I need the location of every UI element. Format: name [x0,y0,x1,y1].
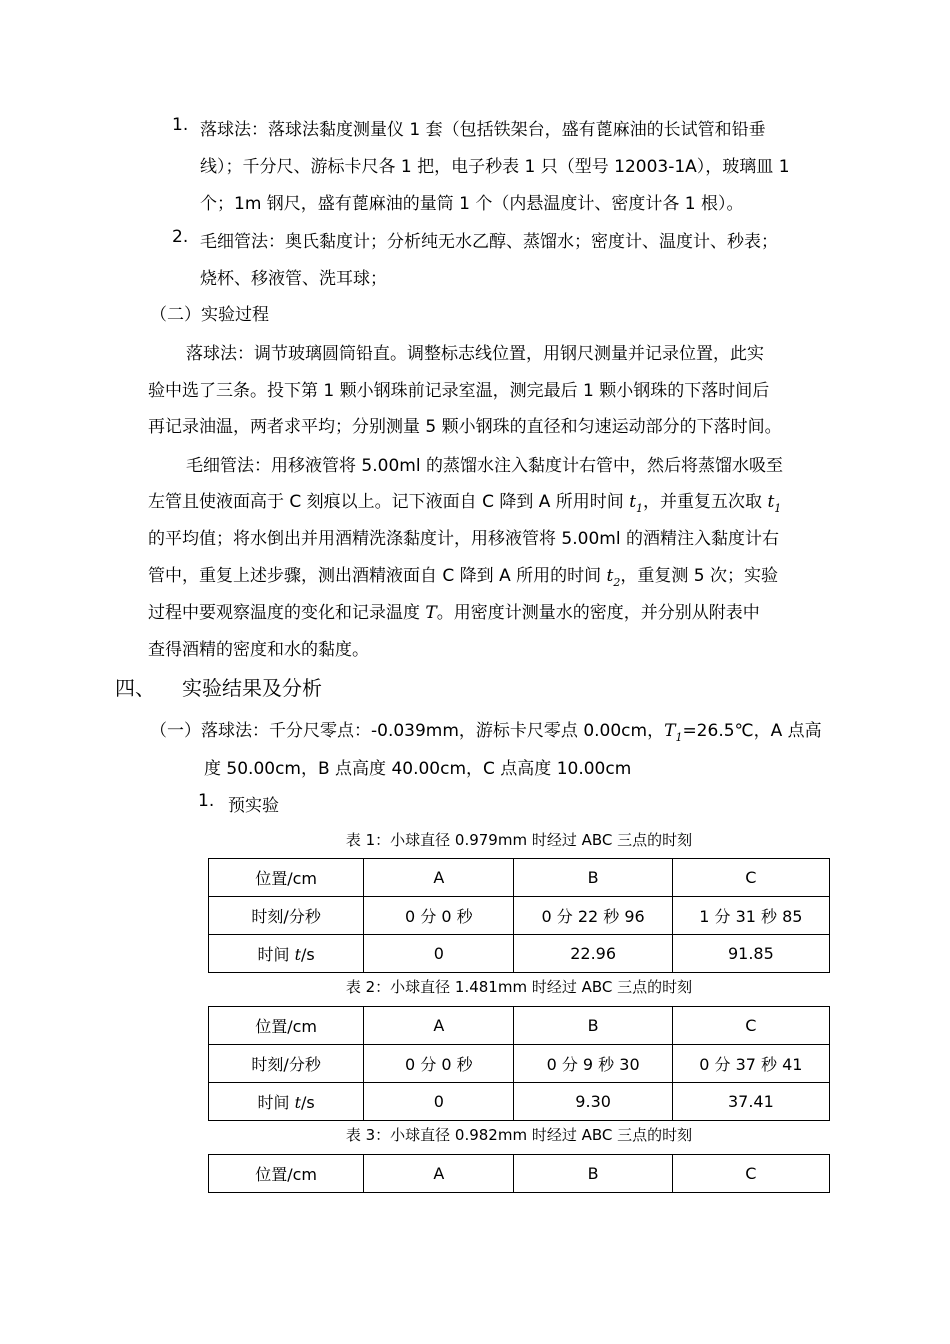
list-item-1-line-1: 落球法：落球法黏度测量仪 1 套（包括铁架台，盛有蓖麻油的长试管和铅垂 [200,120,766,140]
table-cell: 0 分 37 秒 41 [672,1045,829,1083]
table-cell: A [364,1155,514,1193]
falling-params-line-2: 度 50.00cm，B 点高度 40.00cm，C 点高度 10.00cm [204,759,632,779]
list-item-2-line-2: 烧杯、移液管、洗耳球； [200,269,387,289]
section-4-title: 实验结果及分析 [182,676,322,700]
table-cell: 91.85 [672,935,829,973]
table-cell: 位置/cm [209,1007,364,1045]
table-row [209,1083,830,1121]
table-row [209,859,830,897]
table-3-caption: 表 3：小球直径 0.982mm 时经过 ABC 三点的时刻 [345,1126,693,1144]
table-cell: 位置/cm [209,859,364,897]
process-p2-line-1: 毛细管法：用移液管将 5.00ml 的蒸馏水注入黏度计右管中，然后将蒸馏水吸至 [186,456,783,476]
process-p2-line-2: 左管且使液面高于 C 刻痕以上。记下液面自 C 降到 A 所用时间 $t_1$，并重复五次取 $t_1$ [148,492,782,515]
table-cell: B [514,859,672,897]
table-cell: B [514,1007,672,1045]
table-cell: 37.41 [672,1083,829,1121]
table-1 [208,858,830,973]
table-cell: 时间 t/s [209,1083,364,1121]
table-cell: A [364,859,514,897]
table-cell: 9.30 [514,1083,672,1121]
table-cell: 时间 t/s [209,935,364,973]
table-cell: 时刻/分秒 [209,897,364,935]
table-cell: 时刻/分秒 [209,1045,364,1083]
table-row [209,1007,830,1045]
process-p2-line-5: 过程中要观察温度的变化和记录温度 T。用密度计测量水的密度，并分别从附表中 [148,603,760,623]
table-row [209,1045,830,1083]
list-item-2-line-1: 毛细管法：奥氏黏度计；分析纯无水乙醇、蒸馏水；密度计、温度计、秒表； [200,232,778,252]
table-cell: 位置/cm [209,1155,364,1193]
process-heading: （二）实验过程 [150,305,269,325]
table-cell: 1 分 31 秒 85 [672,897,829,935]
table-cell: 0 分 0 秒 [364,1045,514,1083]
table-cell: 22.96 [514,935,672,973]
table-cell: 0 [364,1083,514,1121]
table-1-caption: 表 1：小球直径 0.979mm 时经过 ABC 三点的时刻 [345,831,693,849]
list-item-1-number: 1. [172,115,189,135]
table-cell: C [672,1155,829,1193]
list-item-1-line-3: 个；1m 钢尺，盛有蓖麻油的量筒 1 个（内悬温度计、密度计各 1 根）。 [200,194,744,214]
pre-experiment-number: 1. [198,791,215,811]
process-p1-line-2: 验中选了三条。投下第 1 颗小钢珠前记录室温，测完最后 1 颗小钢珠的下落时间后 [148,381,770,401]
process-p2-line-6: 查得酒精的密度和水的黏度。 [148,640,369,660]
table-cell: B [514,1155,672,1193]
process-p1-line-1: 落球法：调节玻璃圆筒铅直。调整标志线位置，用钢尺测量并记录位置，此实 [186,344,764,364]
process-p1-line-3: 再记录油温，两者求平均；分别测量 5 颗小钢珠的直径和匀速运动部分的下落时间。 [148,417,782,437]
process-p2-line-3: 的平均值；将水倒出并用酒精洗涤黏度计，用移液管将 5.00ml 的酒精注入黏度计右 [148,529,779,549]
table-cell: C [672,859,829,897]
table-2 [208,1006,830,1121]
list-item-2-number: 2. [172,227,189,247]
table-cell: 0 分 9 秒 30 [514,1045,672,1083]
section-4-number: 四、 [115,676,155,700]
table-3 [208,1154,830,1193]
list-item-1-line-2: 线）；千分尺、游标卡尺各 1 把，电子秒表 1 只（型号 12003-1A），玻璃皿 1 [200,157,790,177]
table-cell: 0 分 0 秒 [364,897,514,935]
table-cell: A [364,1007,514,1045]
table-2-caption: 表 2：小球直径 1.481mm 时经过 ABC 三点的时刻 [345,978,693,996]
table-cell: 0 分 22 秒 96 [514,897,672,935]
table-cell: 0 [364,935,514,973]
table-cell: C [672,1007,829,1045]
process-p2-line-4: 管中，重复上述步骤，测出酒精液面自 C 降到 A 所用的时间 $t_2$，重复测 5 次；实验 [148,566,778,589]
falling-params-line-1: （一）落球法：千分尺零点：-0.039mm，游标卡尺零点 0.00cm，$T_1=26.5℃$，A 点高 [150,721,822,744]
table-row [209,1155,830,1193]
table-row [209,935,830,973]
pre-experiment-title: 预实验 [228,796,279,816]
table-row [209,897,830,935]
